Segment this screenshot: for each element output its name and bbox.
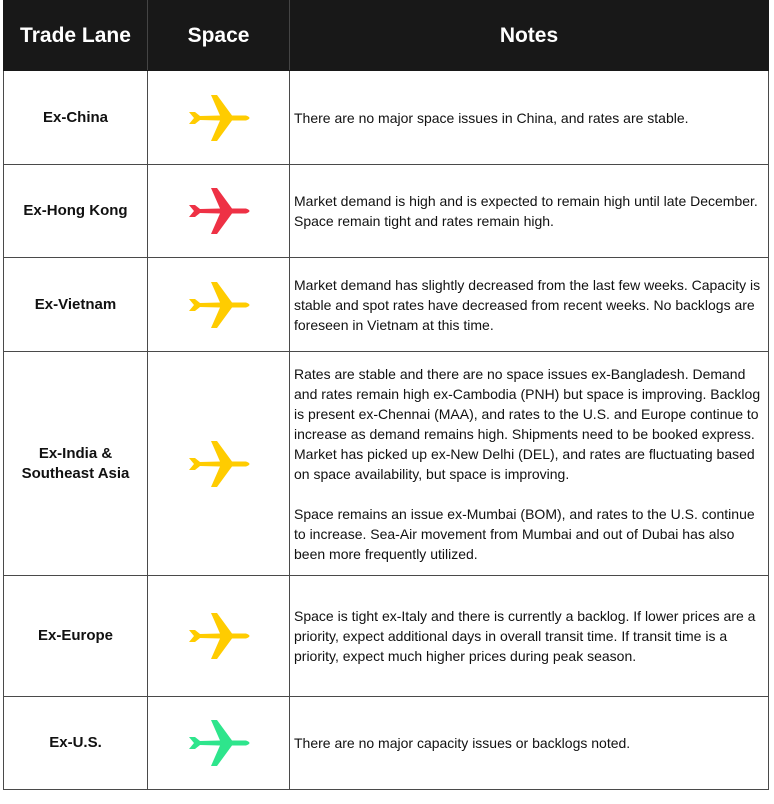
notes-paragraph: Space is tight ex-Italy and there is currently a backlog. If lower prices are a priority, expect additional days in overall transit time. If transit time is a priority, expect much higher prices during peak season.	[294, 608, 756, 664]
airplane-icon	[187, 718, 253, 768]
notes-cell	[290, 165, 769, 258]
table-row	[4, 165, 769, 258]
table-header-row	[4, 1, 769, 71]
table-row	[4, 258, 769, 352]
trade-lane-label: Ex-India & Southeast Asia	[21, 444, 130, 482]
trade-lane-cell	[4, 352, 148, 576]
header-trade-lane: Trade Lane	[4, 1, 148, 71]
notes-cell	[290, 71, 769, 165]
header-space: Space	[148, 1, 290, 71]
notes-cell	[290, 697, 769, 790]
airplane-icon	[187, 186, 253, 236]
airplane-icon	[187, 439, 253, 489]
space-status-cell	[148, 258, 290, 352]
space-status-cell	[148, 71, 290, 165]
notes-cell	[290, 352, 769, 576]
trade-lane-cell	[4, 576, 148, 697]
trade-lane-table	[3, 0, 769, 790]
notes-paragraph: There are no major space issues in China, and rates are stable.	[294, 109, 689, 126]
trade-lane-label: Ex-Vietnam	[34, 295, 117, 313]
table-body	[4, 71, 769, 790]
notes-paragraph: Space remains an issue ex-Mumbai (BOM), and rates to the U.S. continue to increase. Sea-Air movement from Mumbai and out of Dubai has also been more frequently utilized.	[294, 505, 755, 562]
table-row	[4, 352, 769, 576]
trade-lane-cell	[4, 258, 148, 352]
space-status-cell	[148, 352, 290, 576]
notes-cell	[290, 576, 769, 697]
space-status-cell	[148, 165, 290, 258]
trade-lane-cell	[4, 697, 148, 790]
trade-lane-cell	[4, 71, 148, 165]
trade-lane-label: Ex-Hong Kong	[23, 202, 128, 219]
header-notes: Notes	[290, 1, 769, 71]
table-row	[4, 576, 769, 697]
table-row	[4, 697, 769, 790]
notes-paragraph: Rates are stable and there are no space issues ex-Bangladesh. Demand and rates remain high ex-Cambodia (PNH) but space is improving. Backlog is present ex-Chennai (MAA), and rates to the U.S. and Europe continue to increase as demand remains high. Shipments need to be booked express. Market has picked up ex-New Delhi (DEL), and rates are fluctuating based on space availability, but space is improving.	[294, 365, 761, 482]
space-status-cell	[148, 576, 290, 697]
airplane-icon	[187, 93, 253, 143]
notes-cell	[290, 258, 769, 352]
space-status-cell	[148, 697, 290, 790]
trade-lane-label: Ex-China	[42, 108, 108, 126]
trade-lane-table-wrapper	[3, 0, 769, 790]
trade-lane-label: Ex-U.S.	[49, 734, 102, 751]
table-row	[4, 71, 769, 165]
trade-lane-cell	[4, 165, 148, 258]
airplane-icon	[187, 611, 253, 661]
notes-paragraph: There are no major capacity issues or backlogs noted.	[294, 735, 631, 751]
notes-paragraph: Market demand is high and is expected to remain high until late December. Space remain tight and rates remain high.	[294, 193, 758, 229]
notes-paragraph: Market demand has slightly decreased from the last few weeks. Capacity is stable and spot rates have decreased from recent weeks. No backlogs are foreseen in Vietnam at this time.	[294, 276, 761, 333]
trade-lane-label: Ex-Europe	[37, 627, 113, 644]
airplane-icon	[187, 280, 253, 330]
